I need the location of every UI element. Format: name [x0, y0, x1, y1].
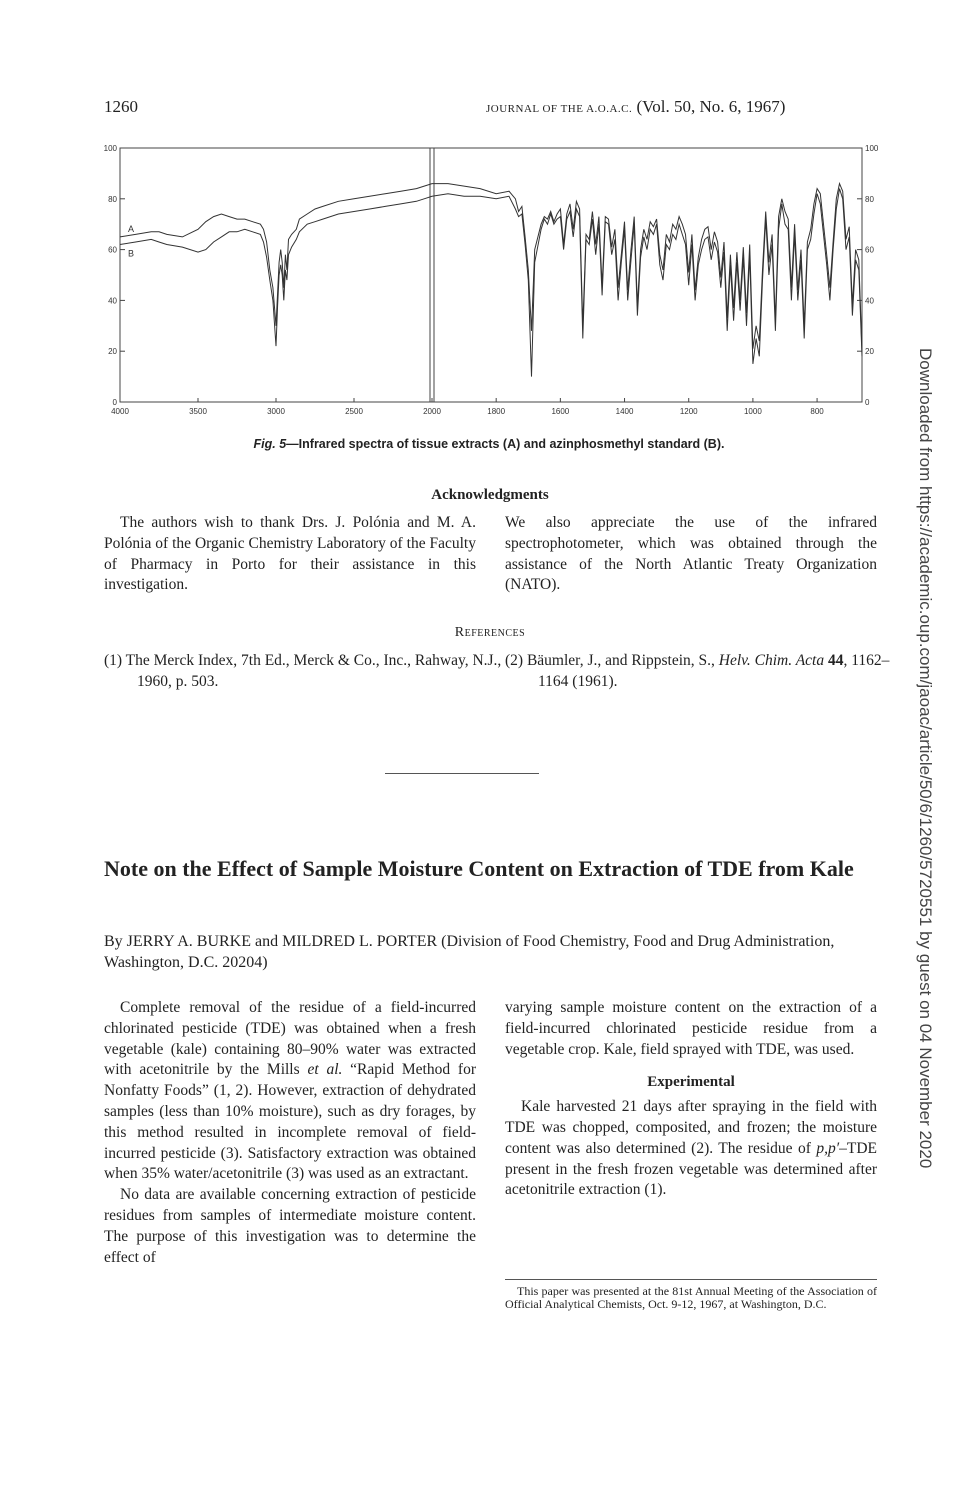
section-divider — [385, 773, 539, 774]
paragraph-1 — [104, 998, 476, 1185]
series-line-a — [120, 184, 862, 352]
y-tick-label-right: 60 — [865, 245, 874, 255]
paragraph-1-b: “Rapid Method for Nonfatty Foods” (1, 2). However, extraction of dehydrated samples (less than 10% moisture), such as dry forages, by this method resulted in incomplete removal of field-incurred pesticide (3). Satisfactory extraction was obtained when 35% water/acetonitrile (3) was used as an extractant. — [104, 1061, 476, 1183]
x-tick-label: 2500 — [345, 407, 363, 416]
x-tick-label: 1800 — [487, 407, 506, 416]
reference-2-authors: (2) Bäumler, J., and Rippstein, S., — [505, 652, 719, 669]
y-tick-label-left: 40 — [108, 296, 117, 306]
x-tick-label: 800 — [810, 407, 824, 416]
journal-volume: (Vol. 50, No. 6, 1967) — [636, 97, 786, 116]
article-title: Note on the Effect of Sample Moisture Content on Extraction of TDE from Kale — [104, 856, 854, 881]
figure-caption-text: —Infrared spectra of tissue extracts (A) and azinphosmethyl standard (B). — [286, 437, 725, 451]
paragraph-4-pp: p,p′ — [816, 1139, 840, 1157]
acknowledgments-right — [505, 513, 877, 596]
figure-label: Fig. 5 — [253, 437, 287, 451]
series-label-b: B — [128, 248, 135, 259]
paragraph-4-b: –TDE present in the fresh frozen vegetable was determined after acetonitrile extraction (1). — [505, 1139, 877, 1199]
experimental-heading: Experimental — [647, 1074, 735, 1091]
x-tick-label: 1000 — [743, 407, 762, 416]
acknowledgments-heading: Acknowledgments — [431, 487, 549, 503]
y-tick-label-left: 0 — [112, 398, 117, 407]
paragraph-3: varying sample moisture content on the extraction of a field-incurred chlorinated pesticide residue from a vegetable crop. Kale, field sprayed with TDE, was used. — [505, 999, 877, 1058]
article-left-column — [104, 998, 476, 1268]
x-tick-label: 4000 — [111, 407, 129, 416]
y-tick-label-left: 60 — [108, 245, 117, 255]
paragraph-4-a: Kale harvested 21 days after spraying in the field with TDE was chopped, composited, and frozen; the moisture content was also determined (2). The residue of — [505, 1098, 877, 1157]
x-tick-label: 1200 — [679, 407, 698, 416]
x-tick-label: 3500 — [189, 407, 207, 416]
page-number: 1260 — [104, 97, 138, 116]
y-tick-label-left: 20 — [108, 347, 117, 357]
y-tick-label-left: 80 — [108, 194, 117, 204]
acknowledgments-right-text: We also appreciate the use of the infrared spectrophotometer, which was obtained through the assistance of the North Atlantic Treaty Organization (NATO). — [505, 514, 877, 594]
references-heading: References — [454, 625, 526, 640]
ir-spectrum-chart — [95, 140, 890, 430]
reference-2-pages: , 1162–1164 (1961). — [538, 652, 890, 690]
reference-2 — [505, 651, 910, 693]
reference-1: (1) The Merck Index, 7th Ed., Merck & Co., Inc., Rahway, N.J., 1960, p. 503. — [104, 652, 502, 690]
article-right-column — [505, 998, 877, 1201]
paragraph-1-etal: et al. — [307, 1061, 343, 1079]
y-tick-label-right: 20 — [865, 347, 874, 357]
reference-2-volume: 44 — [827, 652, 844, 669]
paragraph-2: No data are available concerning extraction of pesticide residues from samples of intermediate moisture content. The purpose of this investigation was to determine the effect of — [104, 1186, 476, 1266]
x-tick-label: 2000 — [423, 407, 441, 416]
x-tick-label: 1400 — [615, 407, 634, 416]
footnote-rule — [505, 1279, 877, 1280]
series-label-a: A — [128, 223, 135, 234]
journal-name: JOURNAL OF THE A.O.A.C. — [486, 103, 633, 115]
download-note: Downloaded from https://academic.oup.com/jaoac/article/50/6/1260/5720551 by guest on 04 November 2020 — [916, 348, 935, 1169]
y-tick-label-left: 100 — [103, 144, 117, 153]
y-tick-label-right: 100 — [865, 144, 879, 153]
figure-caption — [104, 437, 874, 451]
x-tick-label: 1600 — [551, 407, 570, 416]
running-head — [486, 97, 785, 117]
y-tick-label-right: 40 — [865, 296, 874, 306]
acknowledgments-left-text: The authors wish to thank Drs. J. Polónia and M. A. Polónia of the Organic Chemistry Laboratory of the Faculty of Pharmacy in Porto for their assistance in this investigation. — [104, 514, 476, 594]
acknowledgments-left — [104, 513, 476, 596]
y-tick-label-right: 80 — [865, 194, 874, 204]
footnote: This paper was presented at the 81st Annual Meeting of the Association of Official Analytical Chemists, Oct. 9-12, 1967, at Washington, D.C. — [505, 1284, 877, 1312]
paragraph-4 — [505, 1097, 877, 1201]
paragraph-1-a: Complete removal of the residue of a field-incurred chlorinated pesticide (TDE) was obtained when a fresh vegetable (kale) containing 80–90% water was extracted with acetonitrile by the Mills — [104, 999, 476, 1079]
x-tick-label: 3000 — [267, 407, 285, 416]
article-byline: By JERRY A. BURKE and MILDRED L. PORTER (Division of Food Chemistry, Food and Drug Administration, Washington, D.C. 20204) — [104, 933, 835, 971]
y-tick-label-right: 0 — [865, 398, 870, 407]
reference-2-journal: Helv. Chim. Acta — [718, 652, 825, 669]
